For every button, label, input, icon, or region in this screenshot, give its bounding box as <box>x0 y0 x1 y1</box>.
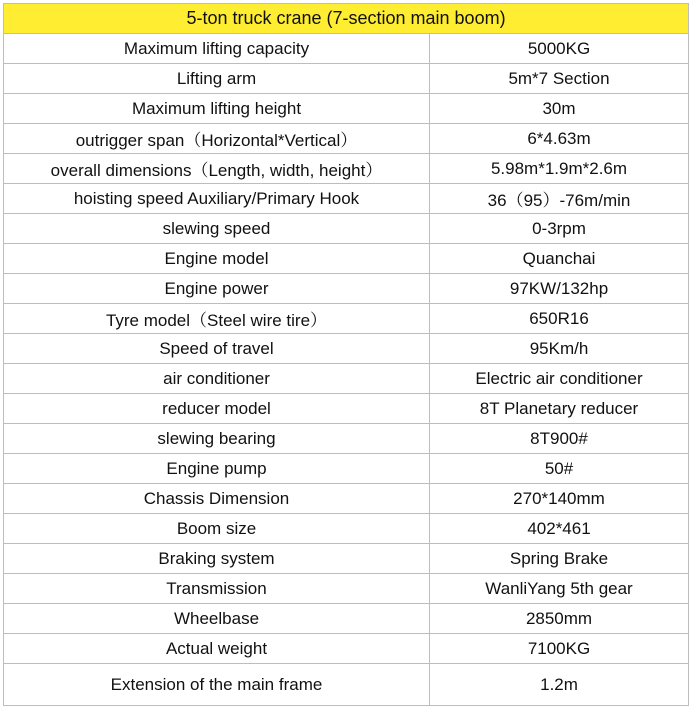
spec-value: 2850mm <box>430 604 689 634</box>
spec-value: 6*4.63m <box>430 124 689 154</box>
spec-label: Engine power <box>4 274 430 304</box>
spec-row <box>4 484 689 514</box>
spec-row <box>4 364 689 394</box>
spec-value: 36（95）-76m/min <box>430 184 689 214</box>
spec-value: 0-3rpm <box>430 214 689 244</box>
spec-value: 97KW/132hp <box>430 274 689 304</box>
spec-label: outrigger span（Horizontal*Vertical） <box>4 124 430 154</box>
spec-label: Transmission <box>4 574 430 604</box>
spec-value: 7100KG <box>430 634 689 664</box>
spec-label: Maximum lifting height <box>4 94 430 124</box>
spec-label: Maximum lifting capacity <box>4 34 430 64</box>
table-title: 5-ton truck crane (7-section main boom) <box>4 4 689 34</box>
spec-label: Boom size <box>4 514 430 544</box>
spec-label: slewing speed <box>4 214 430 244</box>
spec-row <box>4 544 689 574</box>
spec-row <box>4 184 689 214</box>
spec-value: 95Km/h <box>430 334 689 364</box>
spec-label: Wheelbase <box>4 604 430 634</box>
spec-value: 402*461 <box>430 514 689 544</box>
spec-value: 1.2m <box>430 664 689 706</box>
spec-row <box>4 664 689 706</box>
spec-label: Braking system <box>4 544 430 574</box>
title-row <box>4 4 689 34</box>
spec-label: Speed of travel <box>4 334 430 364</box>
spec-row <box>4 454 689 484</box>
spec-value: Quanchai <box>430 244 689 274</box>
spec-row <box>4 214 689 244</box>
spec-label: Lifting arm <box>4 64 430 94</box>
spec-row <box>4 514 689 544</box>
spec-label: Tyre model（Steel wire tire） <box>4 304 430 334</box>
spec-table-body <box>4 4 689 706</box>
spec-value: 650R16 <box>430 304 689 334</box>
spec-label: Chassis Dimension <box>4 484 430 514</box>
spec-value: 50# <box>430 454 689 484</box>
spec-label: overall dimensions（Length, width, height） <box>4 154 430 184</box>
spec-row <box>4 574 689 604</box>
spec-label: slewing bearing <box>4 424 430 454</box>
spec-row <box>4 154 689 184</box>
spec-row <box>4 94 689 124</box>
spec-value: 30m <box>430 94 689 124</box>
spec-row <box>4 334 689 364</box>
spec-row <box>4 244 689 274</box>
spec-label: Engine pump <box>4 454 430 484</box>
spec-value: WanliYang 5th gear <box>430 574 689 604</box>
spec-label: reducer model <box>4 394 430 424</box>
spec-label: Actual weight <box>4 634 430 664</box>
spec-row <box>4 604 689 634</box>
spec-table <box>3 3 689 706</box>
spec-label: Extension of the main frame <box>4 664 430 706</box>
spec-row <box>4 34 689 64</box>
spec-label: air conditioner <box>4 364 430 394</box>
spec-value: 5000KG <box>430 34 689 64</box>
spec-row <box>4 274 689 304</box>
spec-label: Engine model <box>4 244 430 274</box>
spec-row <box>4 424 689 454</box>
spec-row <box>4 64 689 94</box>
spec-value: Spring Brake <box>430 544 689 574</box>
spec-label: hoisting speed Auxiliary/Primary Hook <box>4 184 430 214</box>
spec-value: Electric air conditioner <box>430 364 689 394</box>
spec-row <box>4 394 689 424</box>
spec-row <box>4 124 689 154</box>
spec-value: 5.98m*1.9m*2.6m <box>430 154 689 184</box>
spec-value: 8T900# <box>430 424 689 454</box>
spec-row <box>4 634 689 664</box>
spec-row <box>4 304 689 334</box>
spec-value: 5m*7 Section <box>430 64 689 94</box>
spec-value: 8T Planetary reducer <box>430 394 689 424</box>
spec-value: 270*140mm <box>430 484 689 514</box>
